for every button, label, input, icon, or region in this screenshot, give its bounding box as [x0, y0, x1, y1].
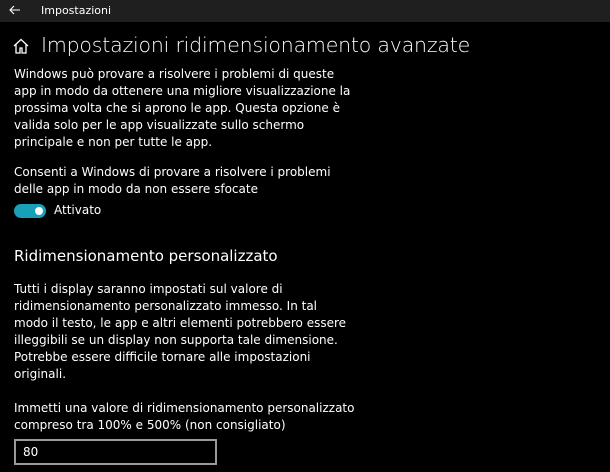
toggle-knob	[35, 207, 43, 215]
intro-line: valida solo per le app visualizzate sullo schermo	[14, 118, 305, 132]
description-line: originali.	[14, 367, 67, 381]
title-bar	[0, 0, 610, 22]
custom-scaling-input-label	[14, 400, 354, 434]
intro-line: principale e non per tutte le app.	[14, 135, 213, 149]
fix-apps-label-line: delle app in modo da non essere sfocate	[14, 182, 258, 196]
fix-apps-label-line: Consenti a Windows di provare a risolvere i problemi	[14, 165, 331, 179]
intro-line: app in modo da ottenere una migliore visualizzazione la	[14, 84, 351, 98]
fix-apps-label	[14, 164, 331, 198]
page-title: Impostazioni ridimensionamento avanzate	[41, 33, 471, 57]
custom-scaling-input[interactable]	[14, 439, 217, 465]
input-label-line: compreso tra 100% e 500% (non consigliato)	[14, 418, 286, 432]
description-line: illeggibili se un display non supporta tale dimensione.	[14, 333, 338, 347]
description-line: Potrebbe essere difficile tornare alle impostazioni	[14, 350, 311, 364]
home-icon[interactable]	[12, 37, 30, 55]
intro-line: prossima volta che si aprono le app. Questa opzione è	[14, 101, 340, 115]
intro-line: Windows può provare a risolvere i problemi di queste	[14, 67, 335, 81]
custom-scaling-heading: Ridimensionamento personalizzato	[14, 247, 278, 265]
intro-text	[14, 66, 350, 151]
description-line: Tutti i display saranno impostati sul valore di	[14, 282, 283, 296]
back-button[interactable]	[4, 0, 26, 20]
description-line: modo il testo, le app e altri elementi potrebbero essere	[14, 316, 347, 330]
back-arrow-icon	[9, 5, 21, 15]
fix-apps-toggle[interactable]	[14, 204, 46, 218]
input-label-line: Immetti una valore di ridimensionamento personalizzato	[14, 401, 355, 415]
description-line: ridimensionamento personalizzato immesso. In tal	[14, 299, 317, 313]
app-title: Impostazioni	[41, 4, 112, 17]
toggle-state-label: Attivato	[54, 203, 102, 217]
custom-scaling-description	[14, 281, 346, 383]
